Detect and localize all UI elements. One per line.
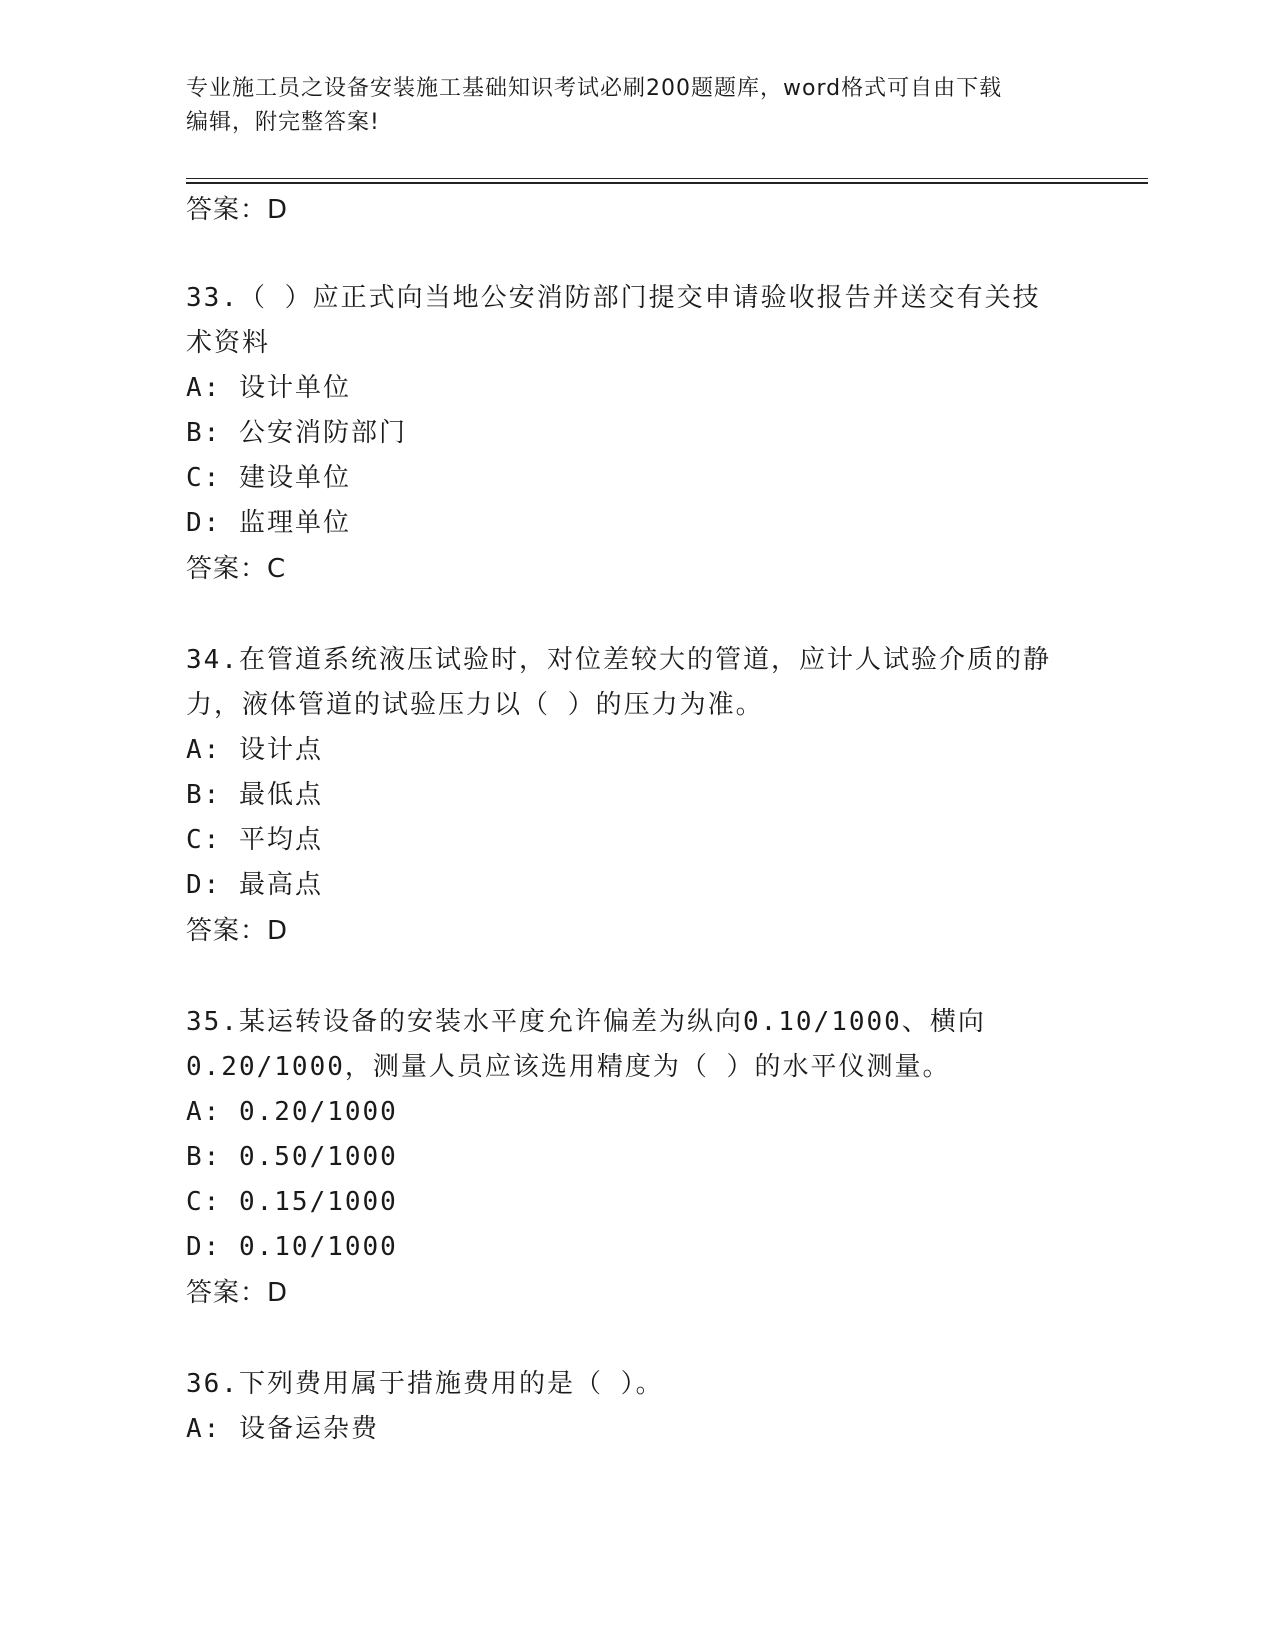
question-text-cont: 0.20/1000，测量人员应该选用精度为（ ）的水平仪测量。: [186, 1052, 951, 1082]
answer-prefix: 答案：: [186, 1278, 268, 1308]
question-text: 35.某运转设备的安装水平度允许偏差为纵向0.10/1000、横向: [186, 1007, 986, 1037]
question-35: [186, 1000, 1086, 1316]
option-a: A: 设备运杂费: [186, 1414, 379, 1444]
question-34: [186, 638, 1086, 954]
answer-value: D: [267, 195, 289, 225]
answer-line: [186, 190, 1086, 230]
option-c: C: 建设单位: [186, 463, 351, 493]
option-b: B: 公安消防部门: [186, 418, 407, 448]
option-d: D: 监理单位: [186, 508, 351, 538]
option-a: A: 设计单位: [186, 373, 351, 403]
answer-prefix: 答案：: [186, 916, 268, 946]
option-b: B: 最低点: [186, 780, 323, 810]
answer-value: D: [267, 916, 289, 946]
answer-line: [186, 1270, 1086, 1316]
question-text: 34.在管道系统液压试验时，对位差较大的管道，应计人试验介质的静: [186, 645, 1051, 675]
answer-prefix: 答案：: [186, 195, 268, 225]
document-header: [186, 72, 1066, 140]
answer-line: [186, 546, 1086, 592]
option-c: C: 平均点: [186, 825, 323, 855]
answer-line: [186, 908, 1086, 954]
question-text-cont: 术资料: [186, 328, 271, 358]
option-b: B: 0.50/1000: [186, 1142, 398, 1172]
question-36: [186, 1362, 1086, 1452]
header-rule-thin: [186, 178, 1148, 179]
header-line-2: 编辑，附完整答案!: [186, 110, 380, 135]
document-body: [186, 190, 1086, 1452]
answer-value: C: [267, 554, 287, 584]
option-a: A: 设计点: [186, 735, 323, 765]
answer-value: D: [267, 1278, 289, 1308]
option-a: A: 0.20/1000: [186, 1097, 398, 1127]
option-c: C: 0.15/1000: [186, 1187, 398, 1217]
question-33: [186, 276, 1086, 592]
option-d: D: 0.10/1000: [186, 1232, 398, 1262]
header-rule-thick: [186, 182, 1148, 184]
answer-prefix: 答案：: [186, 554, 268, 584]
question-text: 33.（ ）应正式向当地公安消防部门提交申请验收报告并送交有关技: [186, 283, 1041, 313]
question-text-cont: 力，液体管道的试验压力以（ ）的压力为准。: [186, 690, 764, 720]
question-text: 36.下列费用属于措施费用的是（ ）。: [186, 1369, 664, 1399]
header-line-1: 专业施工员之设备安装施工基础知识考试必刷200题题库，word格式可自由下载: [186, 76, 1003, 101]
option-d: D: 最高点: [186, 870, 323, 900]
